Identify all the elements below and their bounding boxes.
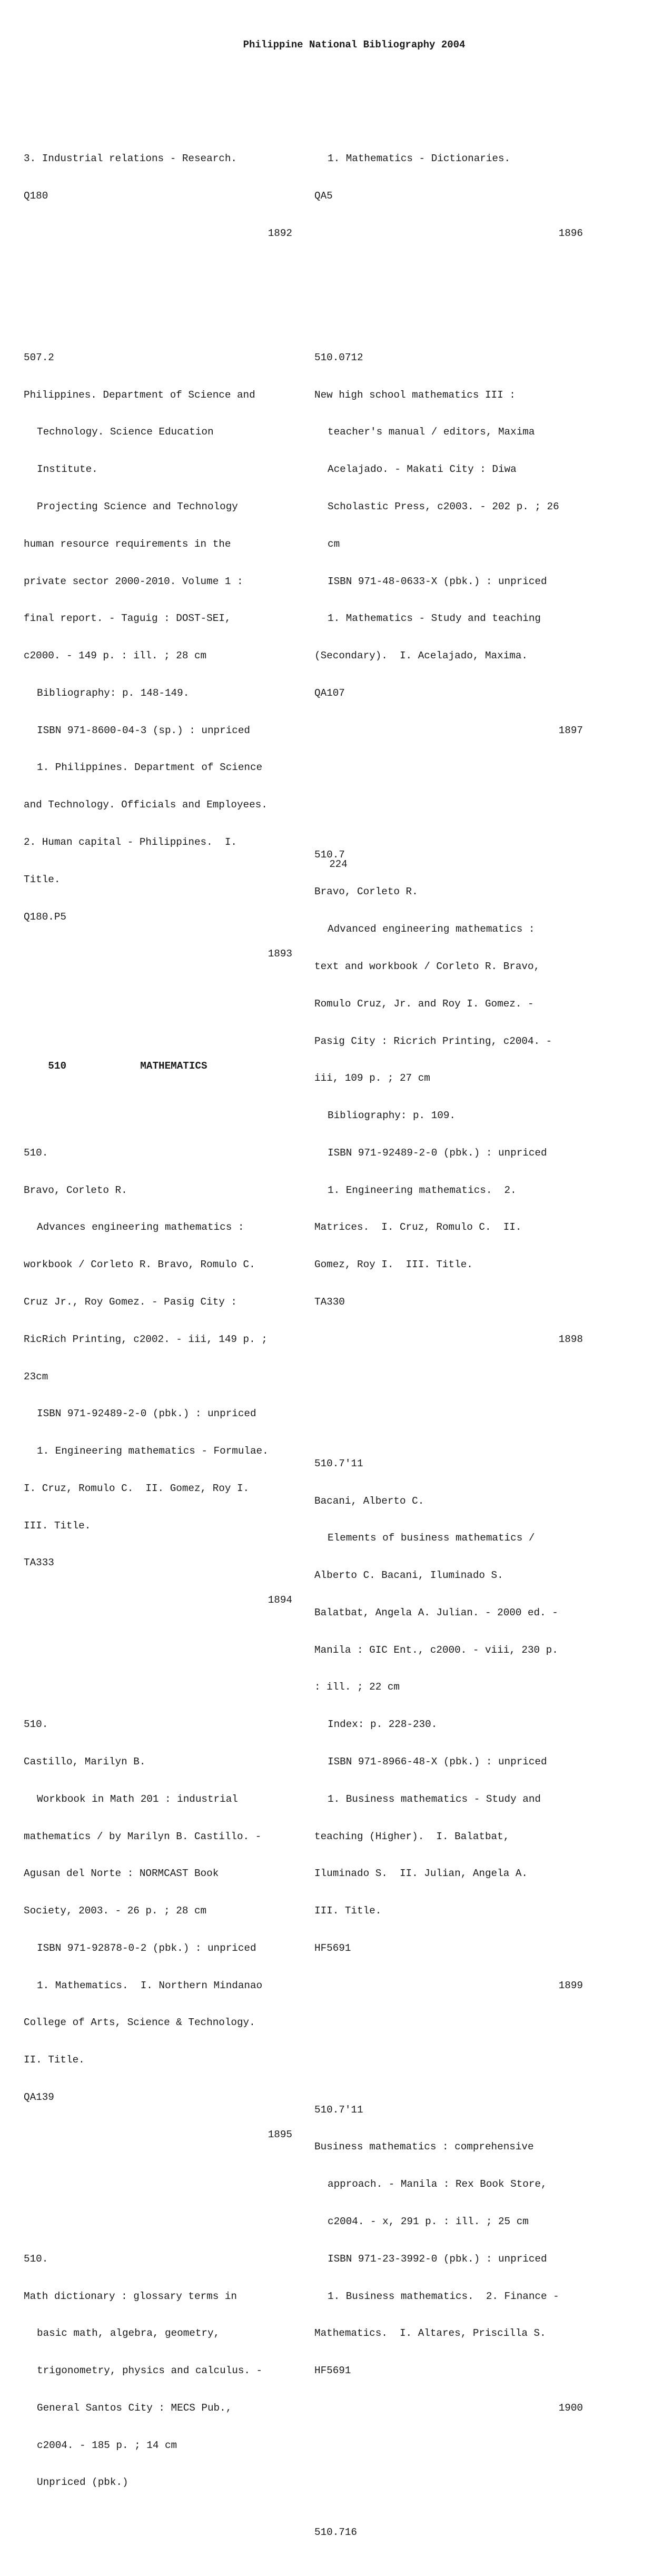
entry-title: Balatbat, Angela A. Julian. - 2000 ed. - bbox=[314, 1606, 558, 1618]
entry-isbn: ISBN 971-48-0633-X (pbk.) : unpriced bbox=[328, 575, 547, 587]
entry-subjects: teaching (Higher). I. Balatbat, bbox=[314, 1830, 510, 1842]
entry-subjects: 1. Engineering mathematics - Formulae. bbox=[37, 1445, 269, 1457]
entry-title: text and workbook / Corleto R. Bravo, bbox=[314, 960, 540, 972]
entry-classification: 510.7'11 bbox=[314, 2104, 363, 2116]
entry-number: 1894 bbox=[268, 1594, 292, 1606]
entry-imprint: Acelajado. - Makati City : Diwa bbox=[328, 463, 517, 476]
entry-1896-end bbox=[314, 128, 583, 265]
entry-title: Advances engineering mathematics : bbox=[37, 1221, 244, 1233]
entry-subjects: Iluminado S. II. Julian, Angela A. bbox=[314, 1868, 528, 1880]
entry-imprint: Cruz Jr., Roy Gomez. - Pasig City : bbox=[24, 1296, 237, 1308]
entry-call-number: Q180.P5 bbox=[24, 911, 66, 923]
entry-note: Index: p. 228-230. bbox=[328, 1719, 438, 1731]
entry-1897 bbox=[314, 327, 583, 762]
entry-author: Philippines. Department of Science and bbox=[24, 389, 255, 401]
entry-isbn: ISBN 971-8966-48-X (pbk.) : unpriced bbox=[328, 1755, 547, 1768]
entry-title: workbook / Corleto R. Bravo, Romulo C. bbox=[24, 1259, 255, 1271]
entry-imprint: General Santos City : MECS Pub., bbox=[37, 2402, 232, 2414]
entry-1898 bbox=[314, 824, 583, 1370]
entry-call-number: QA107 bbox=[314, 687, 345, 699]
entry-1895 bbox=[24, 1694, 292, 2166]
entry-number: 1898 bbox=[558, 1333, 583, 1345]
entry-title: teacher's manual / editors, Maxima bbox=[328, 426, 535, 438]
entry-subjects: 1. Mathematics. I. Northern Mindanao bbox=[37, 1979, 263, 1991]
entry-author: Bravo, Corleto R. bbox=[24, 1184, 127, 1196]
entry-title: Workbook in Math 201 : industrial bbox=[37, 1793, 238, 1805]
entry-imprint: Manila : GIC Ent., c2000. - viii, 230 p. bbox=[314, 1644, 558, 1656]
entry-imprint: c2000. - 149 p. : ill. ; 28 cm bbox=[24, 650, 207, 662]
entry-number: 1893 bbox=[268, 948, 292, 960]
entry-classification: 510. bbox=[24, 1147, 48, 1159]
entry-number: 1892 bbox=[268, 227, 292, 239]
entry-subjects: I. Cruz, Romulo C. II. Gomez, Roy I. bbox=[24, 1482, 250, 1494]
entry-imprint: final report. - Taguig : DOST-SEI, bbox=[24, 613, 231, 625]
section-heading bbox=[24, 1048, 292, 1072]
entry-subjects: 1. Business mathematics - Study and bbox=[328, 1793, 541, 1805]
entry-subjects: 2. Human capital - Philippines. I. bbox=[24, 836, 237, 848]
entry-call-number: QA139 bbox=[24, 2091, 54, 2103]
entry-imprint: Scholastic Press, c2003. - 202 p. ; 26 bbox=[328, 501, 559, 512]
entry-title: Advanced engineering mathematics : bbox=[328, 923, 535, 935]
entry-call-number: HF5691 bbox=[314, 2365, 351, 2377]
right-column bbox=[314, 103, 583, 2576]
entry-call-number: QA5 bbox=[314, 190, 333, 202]
entry-classification: 510.716 bbox=[314, 2526, 357, 2538]
entry-author: Bravo, Corleto R. bbox=[314, 886, 418, 898]
entry-author: Institute. bbox=[37, 463, 98, 476]
entry-imprint: : ill. ; 22 cm bbox=[314, 1681, 400, 1693]
entry-imprint: iii, 109 p. ; 27 cm bbox=[314, 1072, 430, 1084]
page-number: 224 bbox=[329, 858, 348, 870]
entry-number: 1897 bbox=[558, 724, 583, 736]
entry-title: Elements of business mathematics / bbox=[328, 1532, 535, 1544]
entry-isbn: ISBN 971-23-3992-0 (pbk.) : unpriced bbox=[328, 2253, 547, 2265]
left-column bbox=[24, 103, 292, 2526]
entry-call-number: TA333 bbox=[24, 1557, 54, 1569]
entry-classification: 510. bbox=[24, 2253, 48, 2265]
entry-subjects: (Secondary). I. Acelajado, Maxima. bbox=[314, 650, 528, 662]
entry-classification: 510.7 bbox=[314, 848, 345, 861]
entry-author: Castillo, Marilyn B. bbox=[24, 1755, 146, 1768]
entry-subjects: Gomez, Roy I. III. Title. bbox=[314, 1259, 473, 1271]
entry-title: Math dictionary : glossary terms in bbox=[24, 2290, 237, 2302]
entry-price: Unpriced (pbk.) bbox=[37, 2476, 128, 2489]
entry-classification: 507.2 bbox=[24, 351, 54, 363]
entry-number: 1896 bbox=[558, 227, 583, 239]
entry-subjects: 1. Engineering mathematics. 2. bbox=[328, 1184, 517, 1196]
entry-title: mathematics / by Marilyn B. Castillo. - bbox=[24, 1830, 262, 1842]
entry-1899 bbox=[314, 1433, 583, 2017]
entry-title: Projecting Science and Technology bbox=[37, 501, 238, 512]
entry-1894 bbox=[24, 1122, 292, 1632]
entry-title: New high school mathematics III : bbox=[314, 389, 516, 401]
entry-subjects: 1. Mathematics - Study and teaching bbox=[328, 613, 541, 625]
entry-title: Business mathematics : comprehensive bbox=[314, 2141, 534, 2153]
entry-call-number: TA330 bbox=[314, 1296, 345, 1308]
entry-imprint: c2004. - x, 291 p. : ill. ; 25 cm bbox=[328, 2215, 529, 2227]
entry-imprint: approach. - Manila : Rex Book Store, bbox=[328, 2178, 547, 2190]
entry-imprint: Society, 2003. - 26 p. ; 28 cm bbox=[24, 1905, 207, 1917]
entry-1892 bbox=[24, 128, 292, 265]
entry-subjects: 1. Business mathematics. 2. Finance - bbox=[328, 2290, 559, 2302]
entry-isbn: ISBN 971-92489-2-0 (pbk.) : unpriced bbox=[328, 1147, 547, 1159]
entry-imprint: Pasig City : Ricrich Printing, c2004. - bbox=[314, 1035, 552, 1047]
entry-subjects: Matrices. I. Cruz, Romulo C. II. bbox=[314, 1221, 522, 1233]
entry-1900 bbox=[314, 2079, 583, 2439]
entry-number: 1895 bbox=[268, 2128, 292, 2140]
entry-classification: 510.0712 bbox=[314, 351, 363, 363]
entry-imprint: 23cm bbox=[24, 1370, 48, 1383]
entry-line: 3. Industrial relations - Research. bbox=[24, 153, 237, 165]
entry-classification: 510. bbox=[24, 1719, 48, 1731]
page-title: Philippine National Bibliography 2004 bbox=[243, 39, 466, 51]
entry-title: Alberto C. Bacani, Iluminado S. bbox=[314, 1570, 503, 1582]
entry-title: private sector 2000-2010. Volume 1 : bbox=[24, 575, 243, 587]
entry-subjects: III. Title. bbox=[24, 1519, 91, 1532]
entry-imprint: RicRich Printing, c2002. - iii, 149 p. ; bbox=[24, 1333, 268, 1345]
entry-subjects: College of Arts, Science & Technology. bbox=[24, 2017, 255, 2029]
entry-author: Technology. Science Education bbox=[37, 426, 214, 438]
entry-title: human resource requirements in the bbox=[24, 538, 231, 550]
entry-subjects: II. Title. bbox=[24, 2054, 85, 2066]
entry-classification: 510.7'11 bbox=[314, 1457, 363, 1469]
entry-note: Bibliography: p. 109. bbox=[328, 1110, 456, 1122]
entry-1901-start bbox=[314, 2502, 583, 2564]
entry-call-number: Q180 bbox=[24, 190, 48, 202]
entry-number: 1899 bbox=[558, 1979, 583, 1991]
entry-isbn: ISBN 971-92489-2-0 (pbk.) : unpriced bbox=[37, 1408, 256, 1420]
entry-1893 bbox=[24, 327, 292, 985]
entry-isbn: ISBN 971-92878-0-2 (pbk.) : unpriced bbox=[37, 1942, 256, 1954]
section-title: MATHEMATICS bbox=[140, 1060, 207, 1072]
entry-imprint: cm bbox=[328, 538, 340, 550]
entry-imprint: Agusan del Norte : NORMCAST Book bbox=[24, 1868, 219, 1880]
entry-1896-start bbox=[24, 2228, 292, 2514]
section-code: 510 bbox=[48, 1060, 67, 1072]
entry-subjects: III. Title. bbox=[314, 1905, 382, 1917]
entry-subjects: and Technology. Officials and Employees. bbox=[24, 799, 268, 811]
entry-subjects: 1. Philippines. Department of Science bbox=[37, 762, 263, 774]
entry-number: 1900 bbox=[558, 2402, 583, 2414]
entry-title: Romulo Cruz, Jr. and Roy I. Gomez. - bbox=[314, 998, 534, 1010]
entry-subjects: Title. bbox=[24, 873, 61, 885]
entry-call-number: HF5691 bbox=[314, 1942, 351, 1954]
entry-subjects: Mathematics. I. Altares, Priscilla S. bbox=[314, 2327, 546, 2340]
entry-title: trigonometry, physics and calculus. - bbox=[37, 2365, 263, 2377]
entry-note: Bibliography: p. 148-149. bbox=[37, 687, 190, 699]
entry-title: basic math, algebra, geometry, bbox=[37, 2327, 220, 2340]
entry-imprint: c2004. - 185 p. ; 14 cm bbox=[37, 2439, 177, 2451]
entry-isbn: ISBN 971-8600-04-3 (sp.) : unpriced bbox=[37, 724, 250, 736]
entry-author: Bacani, Alberto C. bbox=[314, 1495, 424, 1507]
entry-subjects: 1. Mathematics - Dictionaries. bbox=[328, 153, 511, 165]
